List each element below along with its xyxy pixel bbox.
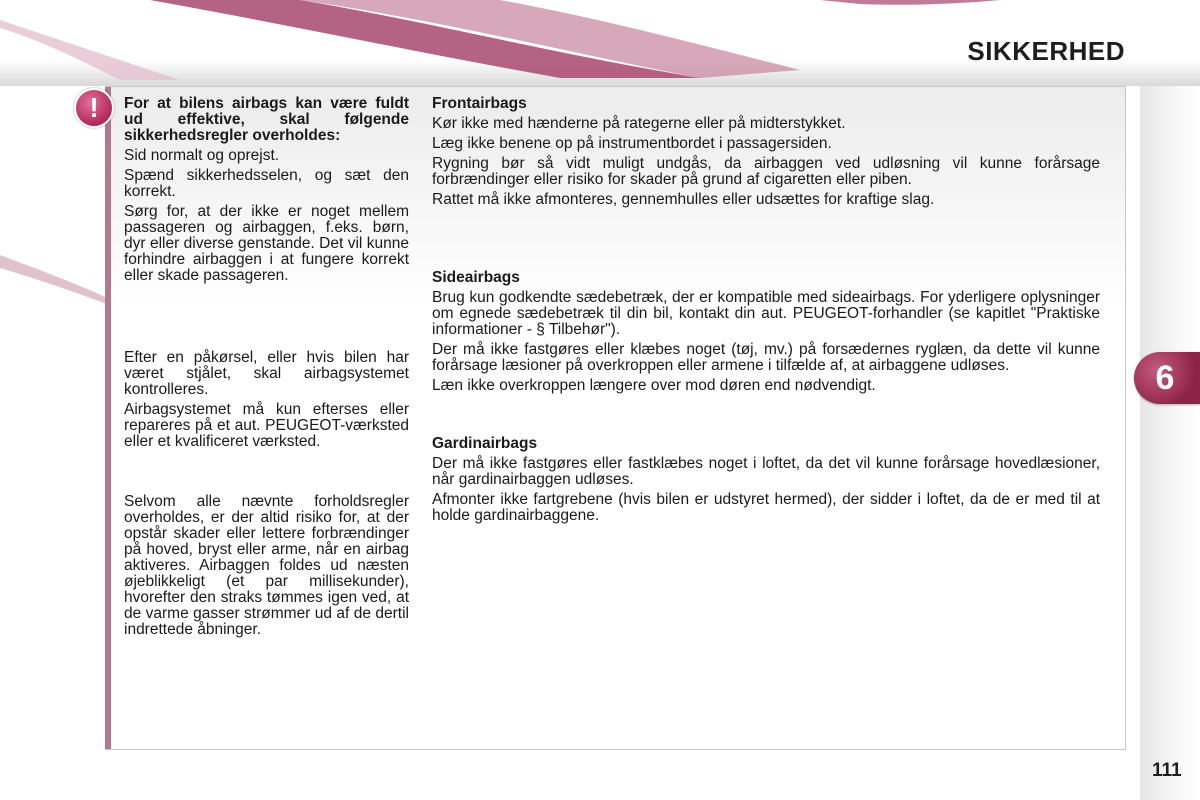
page-title: SIKKERHED <box>967 36 1125 66</box>
warning-paragraph: Sørg for, at der ikke er noget mellem passageren og airbaggen, f.eks. børn, dyr eller diverse genstande. Det vil kunne forhindre airbaggen i at fungere korrekt eller skade passageren. <box>124 203 409 284</box>
warning-paragraph: Airbagsystemet må kun efterses eller repareres på et aut. PEUGEOT-værksted eller et kvalificeret værksted. <box>124 401 409 450</box>
warning-paragraph: Spænd sikkerhedsselen, og sæt den korrekt. <box>124 167 409 200</box>
section-heading-curtain: Gardinairbags <box>432 435 538 452</box>
right-margin-strip <box>1140 86 1200 800</box>
chapter-number: 6 <box>1155 359 1175 397</box>
side-paragraph: Der må ikke fastgøres eller klæbes noget (tøj, mv.) på forsædernes ryglæn, da dette vil kunne forårsage læsioner på overkroppen eller armene i tilfælde af, at airbaggene udløses. <box>432 341 1100 374</box>
page-number: 111 <box>1152 760 1182 781</box>
curtain-paragraph: Der må ikke fastgøres eller fastklæbes noget i loftet, da det vil kunne forårsage hovedlæsioner, når gardinairbaggen udløses. <box>432 455 1100 488</box>
section-heading-side: Sideairbags <box>432 269 520 286</box>
warning-icon <box>74 88 114 128</box>
warning-paragraph: Efter en påkørsel, eller hvis bilen har været stjålet, skal airbagsystemet kontrolleres. <box>124 349 409 398</box>
side-paragraph: Læn ikke overkroppen længere over mod døren end nødvendigt. <box>432 377 876 394</box>
curtain-paragraph: Afmonter ikke fartgrebene (hvis bilen er udstyret hermed), der sidder i loftet, da de er med til at holde gardinairbaggene. <box>432 491 1100 524</box>
chapter-tab <box>1134 352 1200 404</box>
section-heading-front: Frontairbags <box>432 95 527 112</box>
front-paragraph: Læg ikke benene op på instrumentbordet i passagersiden. <box>432 135 832 152</box>
content-left-accent <box>105 87 111 749</box>
warning-glyph: ! <box>89 92 99 123</box>
warning-paragraph: Sid normalt og oprejst. <box>124 147 280 164</box>
warning-final-paragraph: Selvom alle nævnte forholdsregler overholdes, er der altid risiko for, at der opstår skader eller lettere forbrændinger på hoved, bryst eller arme, når en airbag aktiveres. Airbaggen foldes ud næsten øjeblikkeligt (et par millisekunder), hvorefter den straks tømmes igen ved, at de varme gasser strømmer ud af de dertil indrettede åbninger. <box>124 493 409 638</box>
front-paragraph: Kør ikke med hænderne på rategerne eller på midterstykket. <box>432 115 846 132</box>
front-paragraph: Rattet må ikke afmonteres, gennemhulles eller udsættes for kraftige slag. <box>432 191 935 208</box>
front-paragraph: Rygning bør så vidt muligt undgås, da airbaggen ved udløsning vil kunne forårsage forbrændinger eller risiko for skader på grund af cigaretten eller piben. <box>432 155 1100 188</box>
warning-heading: For at bilens airbags kan være fuldt ud effektive, skal følgende sikkerhedsregler overholdes: <box>124 95 409 144</box>
side-paragraph: Brug kun godkendte sædebetræk, der er kompatible med sideairbags. For yderligere oplysninger om egnede sædebetræk til din bil, kontakt din aut. PEUGEOT-forhandler (se kapitlet "Praktiske informationer - § Tilbehør"). <box>432 289 1100 338</box>
main-column <box>432 96 1100 528</box>
warning-column <box>124 96 409 642</box>
